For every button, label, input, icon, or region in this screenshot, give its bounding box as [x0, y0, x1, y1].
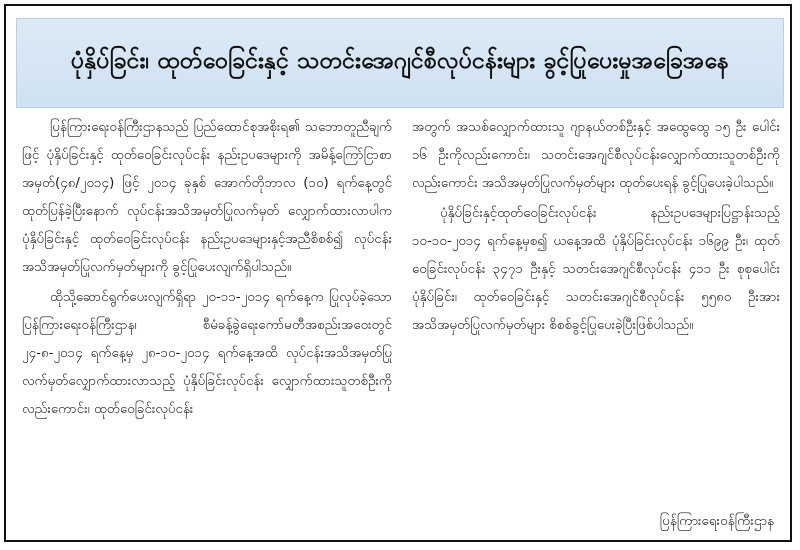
- left-column: [22, 114, 392, 426]
- left-paragraph-1: ပြန်ကြားရေးဝန်ကြီးဌာနသည် ပြည်ထောင်စုအစိုးရ၏ သဘောတူညီချက်ဖြင့် ပုံနှိပ်ခြင်းနှင့် ထုတ်ဝေခြင်းလုပ်ငန်း နည်းဥပဒေများကို အမိန့်ကြော်ငြာစာအမှတ်(၄၈/၂၀၁၄) ဖြင့် ၂၀၁၄ ခုနှစ် အောက်တိုဘာလ (၁၀) ရက်နေ့တွင် ထုတ်ပြန်ခဲ့ပြီးနောက် လုပ်ငန်းအသိအမှတ်ပြုလက်မှတ် လျှောက်ထားလာပါက ပုံနှိပ်ခြင်းနှင့် ထုတ်ဝေခြင်းလုပ်ငန်း နည်းဥပဒေများနှင့်အညီစိစစ်၍ လုပ်ငန်းအသိအမှတ်ပြုလက်မှတ်များကို ခွင့်ပြုပေးလျက်ရှိပါသည်။: [22, 120, 392, 275]
- page-title: ပုံနှိပ်ခြင်း၊ ထုတ်ဝေခြင်းနှင့် သတင်းအေဂျင်စီလုပ်ငန်းများ ခွင့်ပြုပေးမှုအခြေအနေ: [71, 48, 729, 74]
- right-paragraph-2: ပုံနှိပ်ခြင်းနှင့်ထုတ်ဝေခြင်းလုပ်ငန်း နည်းဥပဒေများပြဋ္ဌာန်းသည့် ၁၀-၁၀-၂၀၁၄ ရက်နေ့မှစ၍ ယနေ့အထိ ပုံနှိပ်ခြင်းလုပ်ငန်း ၁၆၉၉ ဦး၊ ထုတ်ဝေခြင်းလုပ်ငန်း ၃၄၇၁ ဦးနှင့် သတင်းအေဂျင်စီလုပ်ငန်း ၄၁၁ ဦး စုစုပေါင်း ပုံနှိပ်ခြင်း၊ ထုတ်ဝေခြင်းနှင့် သတင်းအေဂျင်စီလုပ်ငန်း ၅၅၈၀ ဦးအား အသိအမှတ်ပြုလက်မှတ်များ စိစစ်ခွင့်ပြုပေးခဲ့ပြီးဖြစ်ပါသည်။: [412, 206, 780, 333]
- title-banner: [16, 18, 784, 108]
- right-column: [412, 114, 780, 342]
- right-paragraph-1: အတွက် အသစ်လျှောက်ထားသူ ဂျာနယ်တစ်ဦးနှင့် အထွေထွေ ၁၅ ဦး ပေါင်း ၁၆ ဦးကိုလည်းကောင်း၊ သတင်းအေဂျင်စီလုပ်ငန်းလျှောက်ထားသူတစ်ဦးကိုလည်းကောင်း အသိအမှတ်ပြုလက်မှတ်များ ထုတ်ပေးရန် ခွင့်ပြုပေးခဲ့ပါသည်။: [412, 120, 780, 191]
- signature-ministry: ပြန်ကြားရေးဝန်ကြီးဌာန: [659, 513, 774, 529]
- left-paragraph-2: ထိုသို့ဆောင်ရွက်ပေးလျက်ရှိရာ ၂၀-၁၁-၂၀၁၄ ရက်နေ့က ပြုလုပ်ခဲ့သော ပြန်ကြားရေးဝန်ကြီးဌာန၊ စီမံခန့်ခွဲရေးကော်မတီအစည်းအဝေးတွင် ၂၄-၈-၂၀၁၄ ရက်နေ့မှ ၂၈-၁၀-၂၀၁၄ ရက်နေ့အထိ လုပ်ငန်းအသိအမှတ်ပြုလက်မှတ်လျှောက်ထားလာသည့် ပုံနှိပ်ခြင်းလုပ်ငန်း လျှောက်ထားသူတစ်ဦးကိုလည်းကောင်း၊ ထုတ်ဝေခြင်းလုပ်ငန်း: [22, 290, 392, 417]
